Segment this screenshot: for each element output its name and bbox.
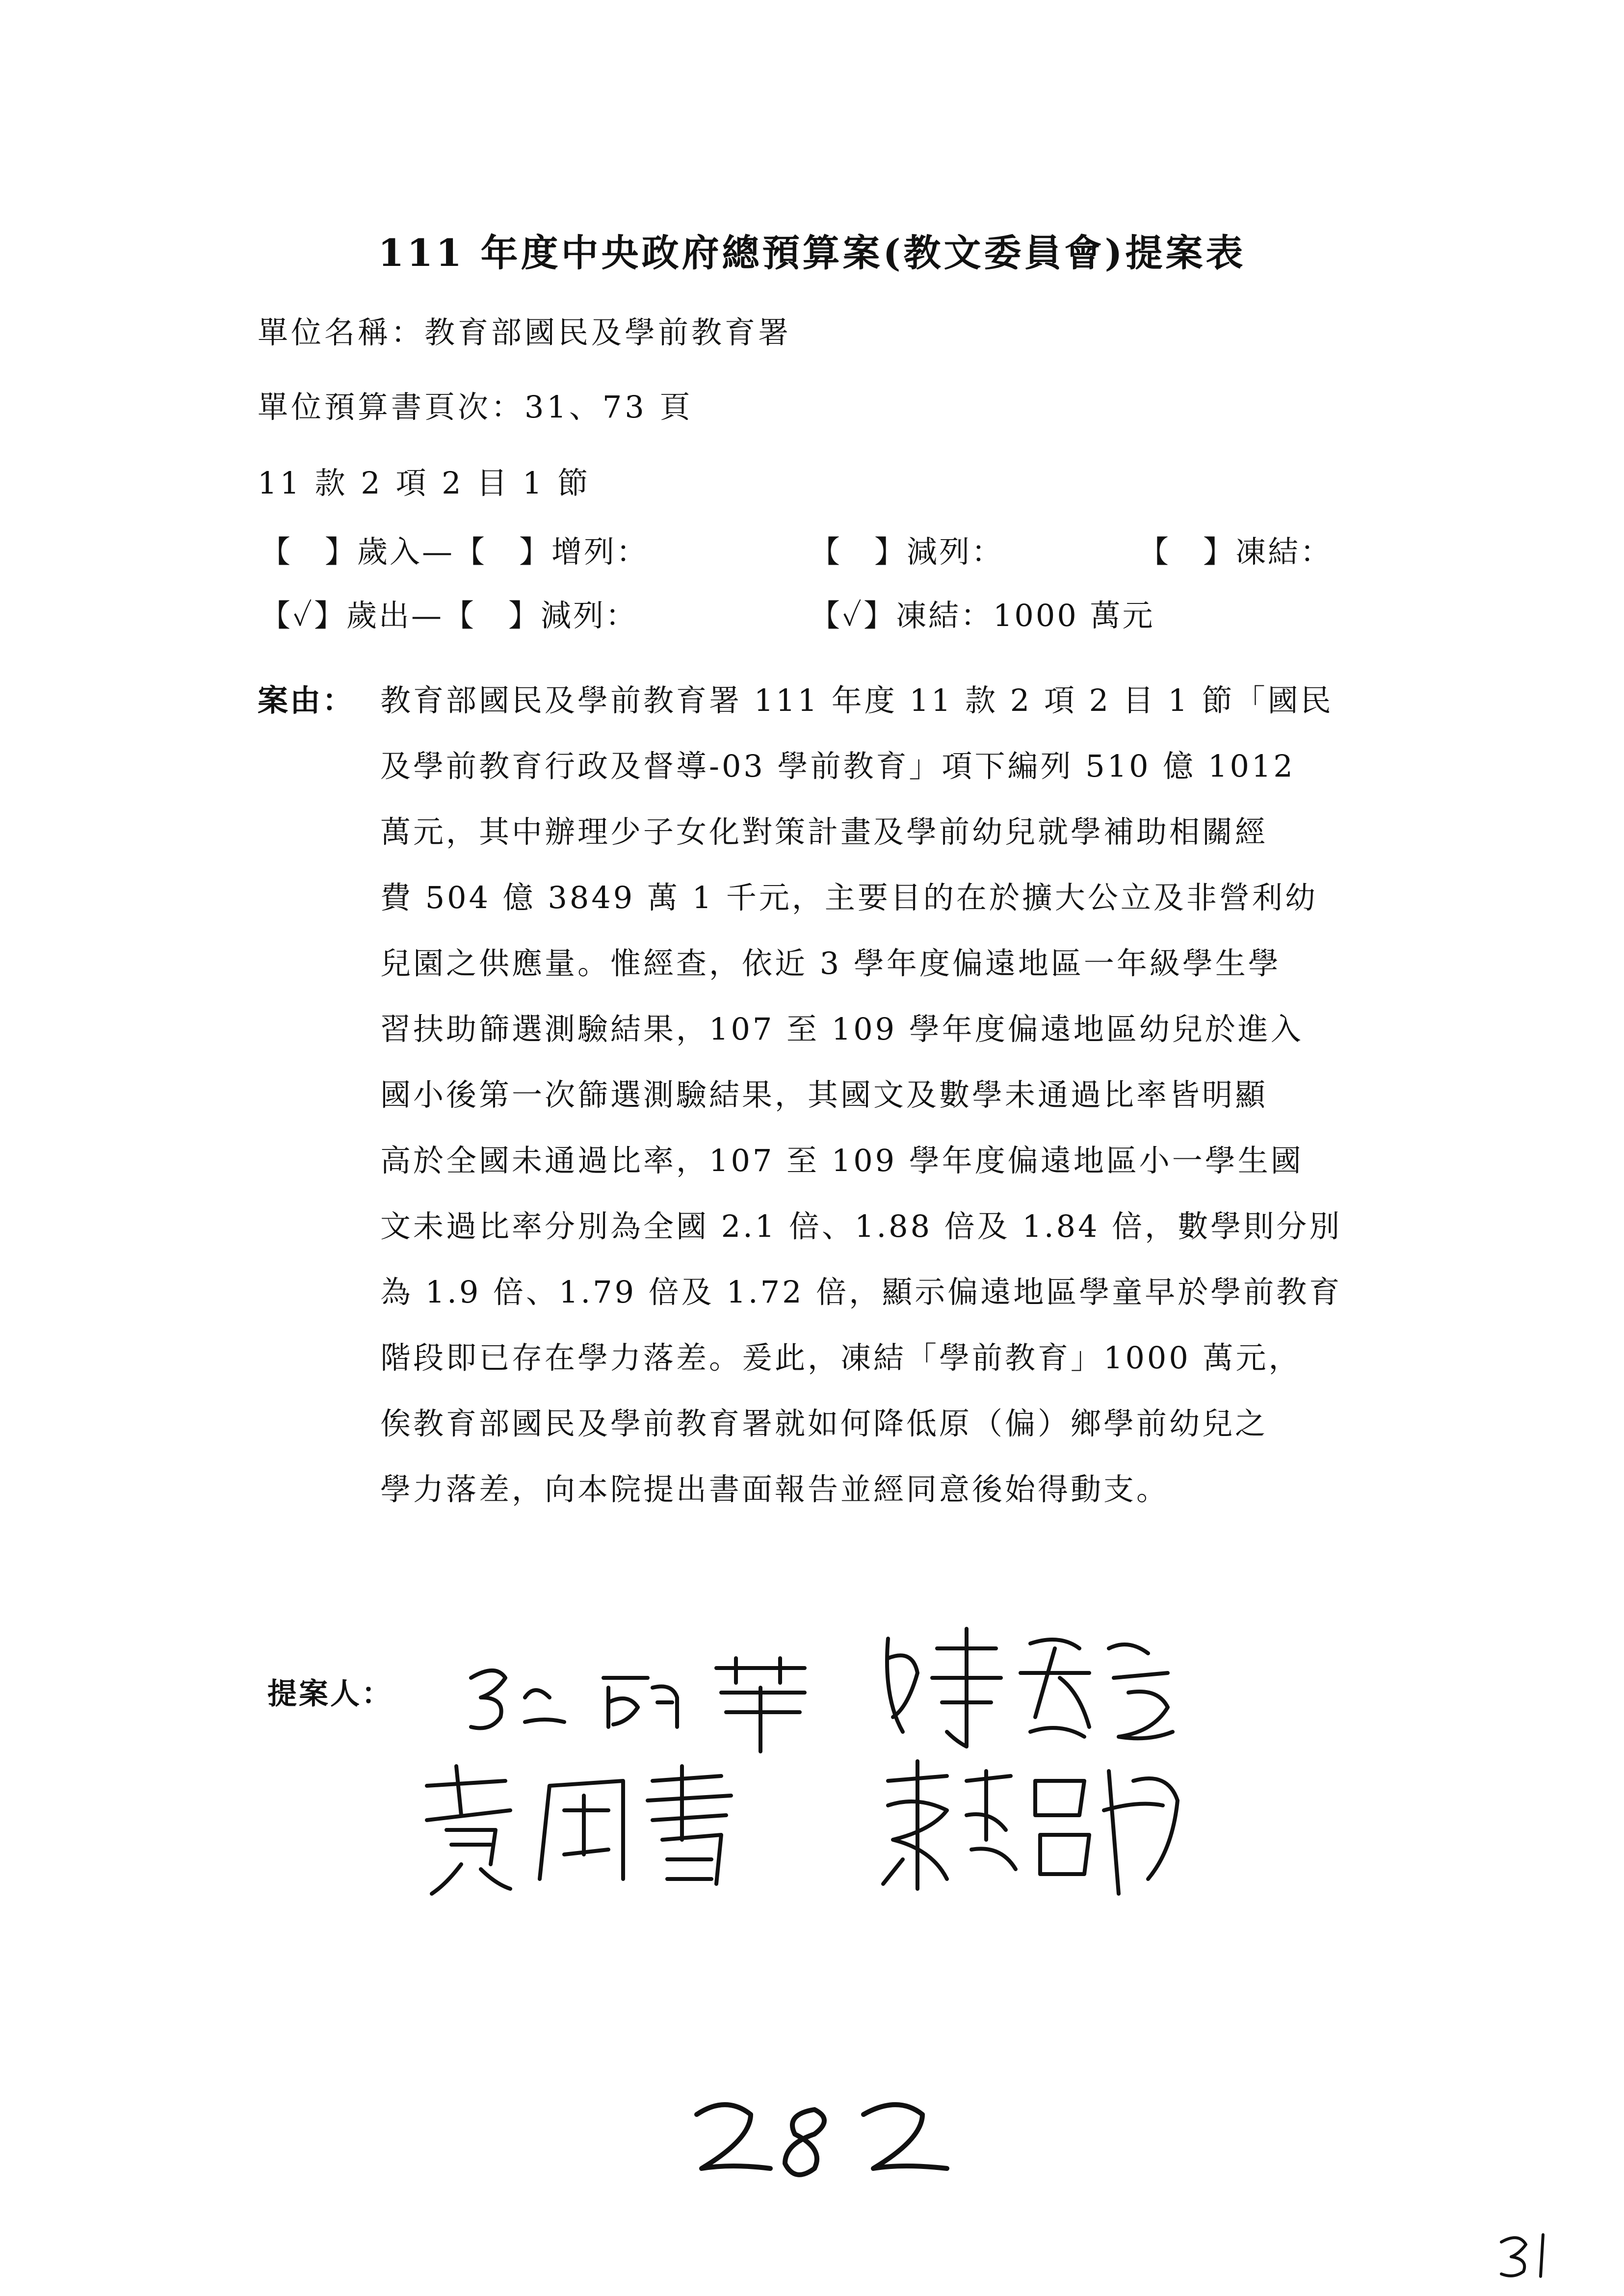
handwritten-signature-2 bbox=[873, 1619, 1187, 1756]
reason-line: 為 1.9 倍、1.79 倍及 1.72 倍，顯示偏遠地區學童早於學前教育 bbox=[380, 1274, 1342, 1310]
handwritten-page-number bbox=[687, 2095, 962, 2193]
reason-line: 教育部國民及學前教育署 111 年度 11 款 2 項 2 目 1 節「國民 bbox=[380, 682, 1334, 718]
income-freeze-checkbox: 【 】凍結： bbox=[1138, 534, 1333, 570]
reason-line: 費 504 億 3849 萬 1 千元，主要目的在於擴大公立及非營利幼 bbox=[380, 880, 1318, 915]
reason-line: 俟教育部國民及學前教育署就如何降低原（偏）鄉學前幼兒之 bbox=[380, 1406, 1268, 1441]
handwritten-signature-3 bbox=[407, 1756, 800, 1904]
corner-page-number bbox=[1492, 2230, 1560, 2284]
reason-line: 習扶助篩選測驗結果，107 至 109 學年度偏遠地區幼兒於進入 bbox=[380, 1011, 1304, 1047]
income-decrease-checkbox: 【 】減列： bbox=[810, 534, 1004, 570]
reason-line: 高於全國未通過比率，107 至 109 學年度偏遠地區小一學生國 bbox=[380, 1143, 1304, 1178]
reason-line: 學力落差，向本院提出書面報告並經同意後始得動支。 bbox=[380, 1471, 1170, 1507]
expense-checkbox-row: 【✓】歲出—【 】減列： bbox=[260, 598, 638, 633]
handwritten-signature-1 bbox=[461, 1644, 844, 1756]
budget-section: 11 款 2 項 2 目 1 節 bbox=[258, 465, 591, 501]
proposer-label: 提案人： bbox=[267, 1677, 393, 1711]
document-title: 111 年度中央政府總預算案(教文委員會)提案表 bbox=[378, 231, 1246, 275]
reason-line: 階段即已存在學力落差。爰此，凍結「學前教育」1000 萬元， bbox=[380, 1340, 1302, 1376]
reason-line: 萬元，其中辦理少子女化對策計畫及學前幼兒就學補助相關經 bbox=[380, 814, 1268, 850]
income-checkbox-row: 【 】歲入—【 】增列： bbox=[260, 534, 649, 570]
budget-pages: 單位預算書頁次：31、73 頁 bbox=[258, 389, 693, 425]
reason-line: 國小後第一次篩選測驗結果，其國文及數學未通過比率皆明顯 bbox=[380, 1077, 1268, 1113]
reason-line: 文未過比率分別為全國 2.1 倍、1.88 倍及 1.84 倍，數學則分別 bbox=[380, 1208, 1342, 1244]
expense-freeze-checkbox: 【✓】凍結：1000 萬元 bbox=[810, 598, 1155, 633]
reason-line: 及學前教育行政及督導-03 學前教育」項下編列 510 億 1012 bbox=[380, 748, 1295, 784]
handwritten-signature-4 bbox=[873, 1751, 1187, 1908]
reason-label: 案由： bbox=[258, 682, 355, 718]
unit-name: 單位名稱：教育部國民及學前教育署 bbox=[258, 314, 792, 350]
reason-line: 兒園之供應量。惟經查，依近 3 學年度偏遠地區一年級學生學 bbox=[380, 945, 1281, 981]
